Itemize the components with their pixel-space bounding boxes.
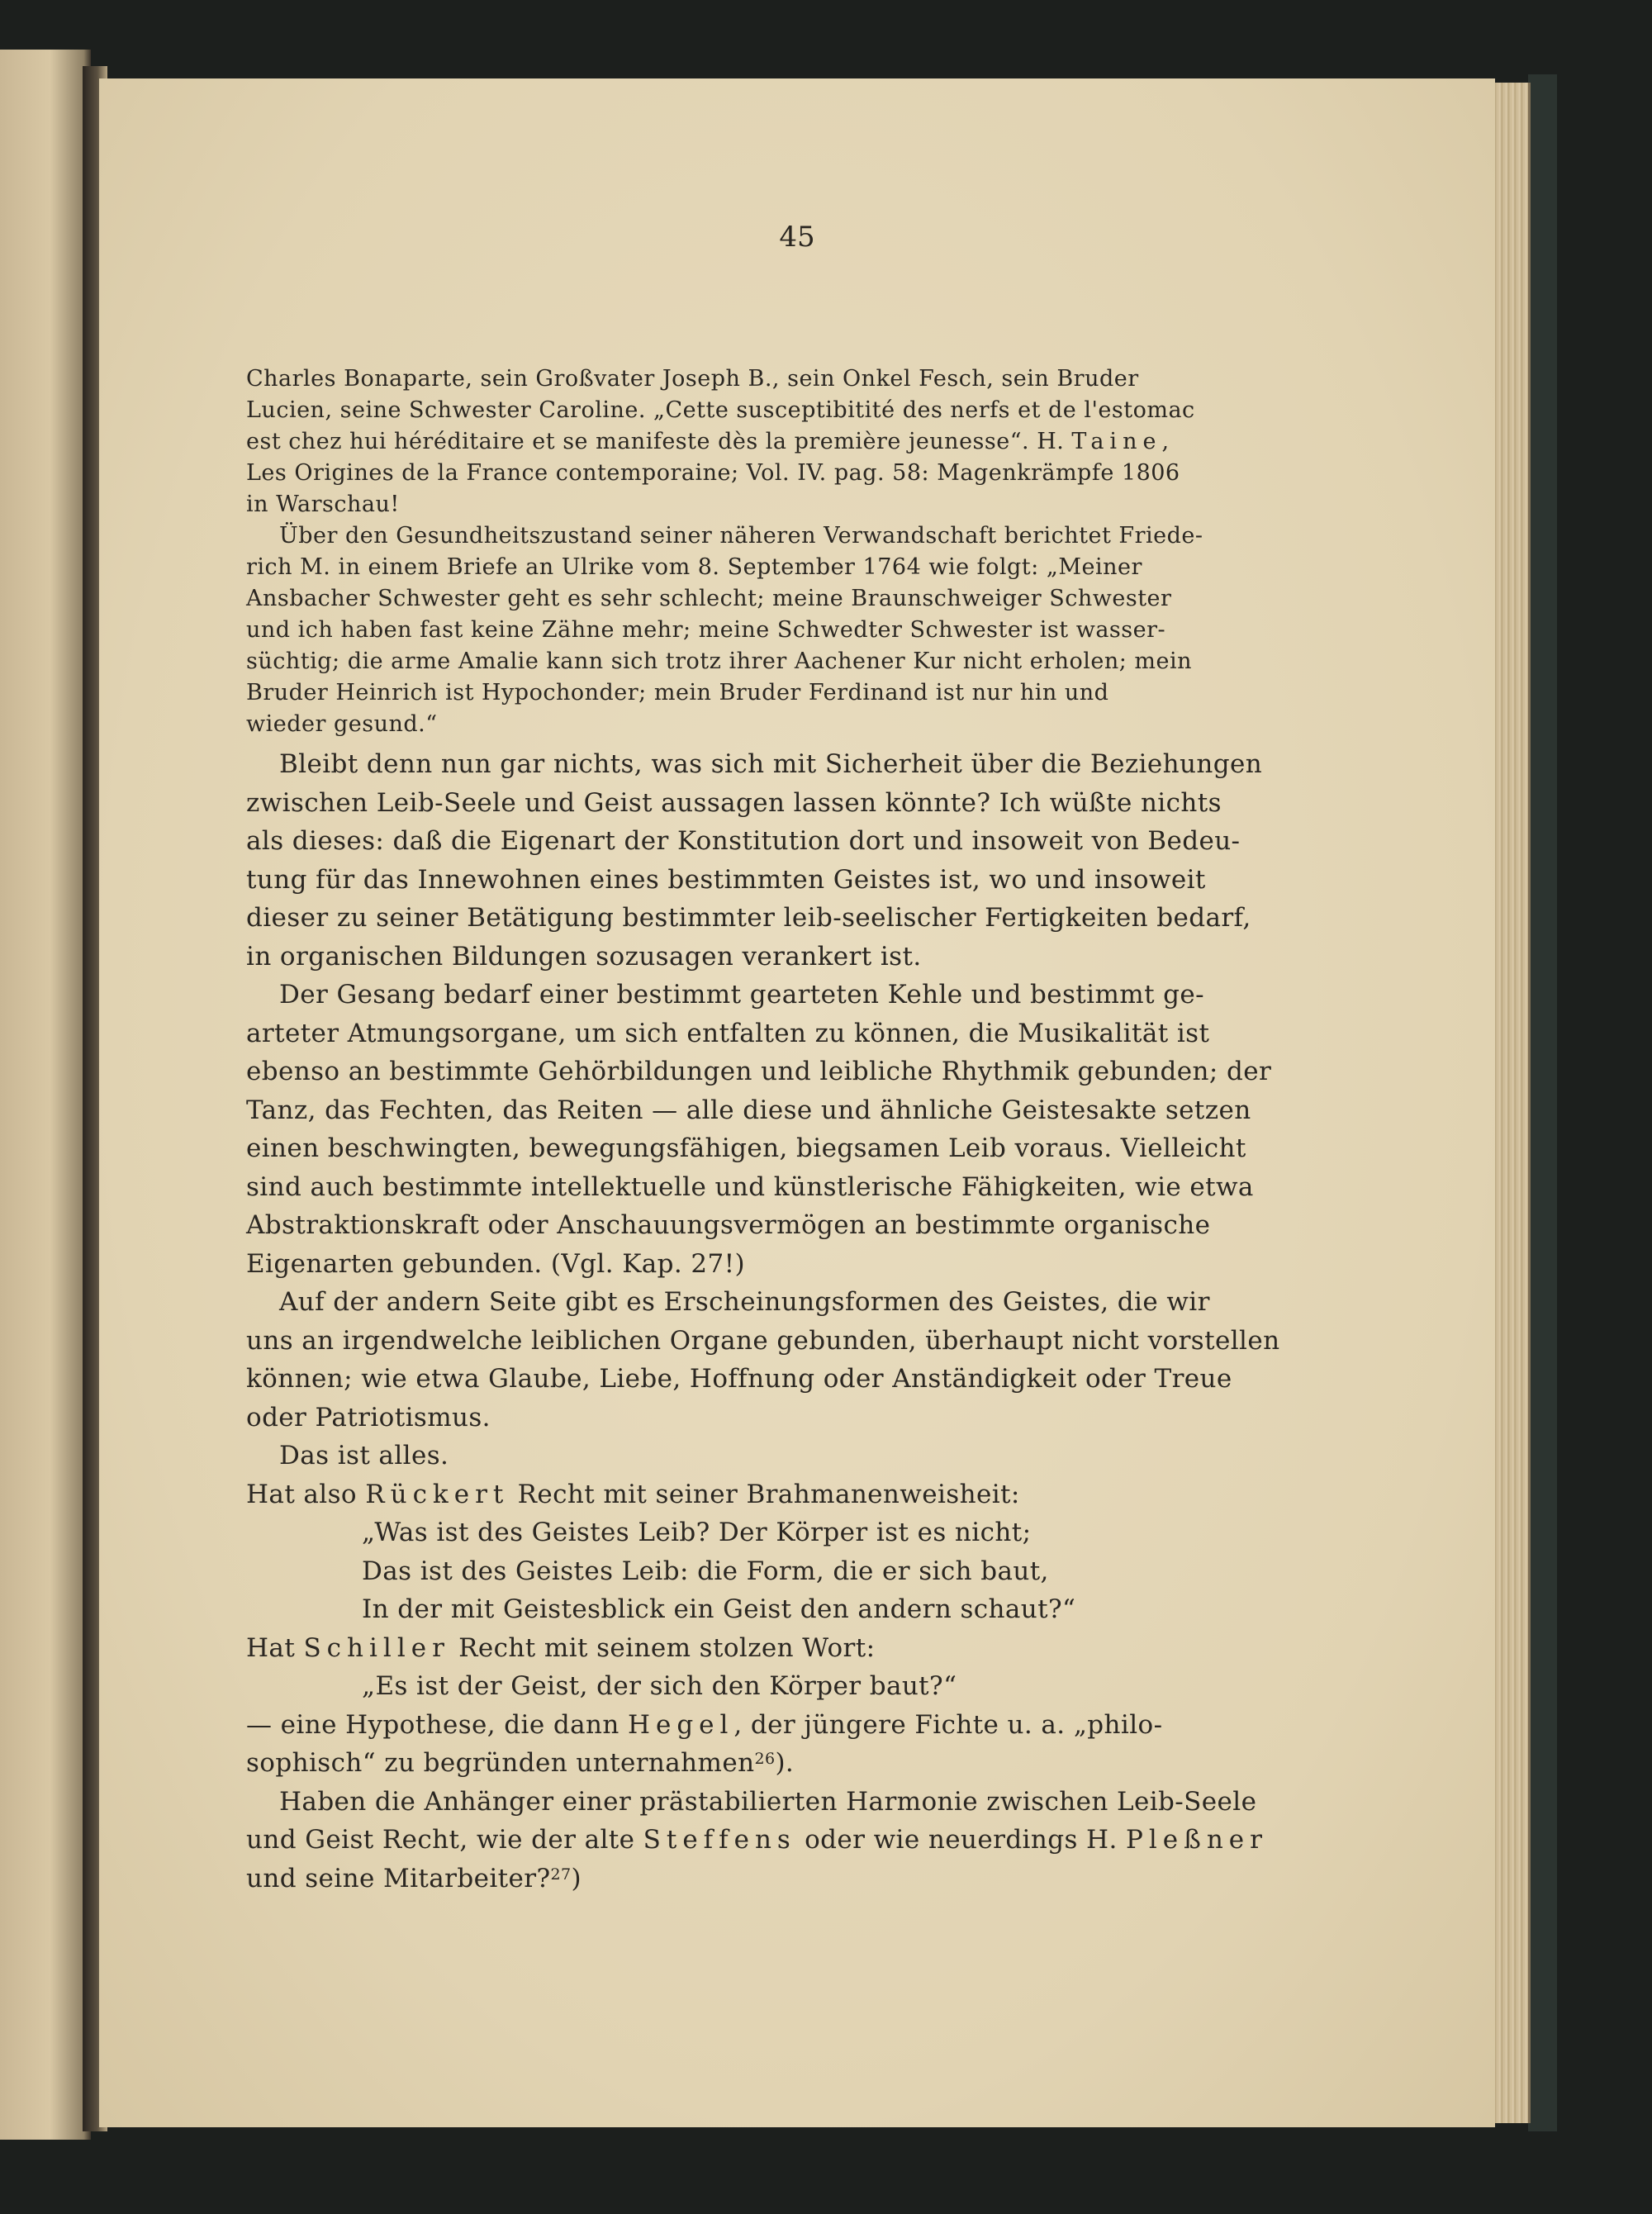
text-line: ebenso an bestimmte Gehörbildungen und leibliche Rhythmik gebunden; der xyxy=(246,1057,1272,1086)
verse-line: Das ist des Geistes Leib: die Form, die er sich baut, xyxy=(362,1556,1049,1586)
text-line: und Geist Recht, wie der alte Steffens oder wie neuerdings H. Pleßner xyxy=(246,1825,1268,1855)
text-line: tung für das Innewohnen eines bestimmten Geistes ist, wo und insoweit xyxy=(246,864,1206,895)
book-cover-edge xyxy=(1528,74,1557,2131)
text-line: Hat Schiller Recht mit seinem stolzen Wort: xyxy=(246,1632,876,1663)
text-line: Lucien, seine Schwester Caroline. „Cette susceptibitité des nerfs et de l'estomac xyxy=(246,397,1195,423)
author-name: Steffens xyxy=(643,1825,796,1855)
book-page xyxy=(99,78,1495,2127)
body-paragraph xyxy=(246,745,1320,976)
body-paragraph xyxy=(246,1629,1320,1783)
text-line: können; wie etwa Glaube, Liebe, Hoffnung oder Anständigkeit oder Treue xyxy=(246,1364,1232,1394)
text-line: Das ist alles. xyxy=(279,1441,449,1470)
text-line: rich M. in einem Briefe an Ulrike vom 8. September 1764 wie folgt: „Meiner xyxy=(246,554,1142,580)
body-paragraph xyxy=(246,1283,1320,1437)
text-line: sophisch“ zu begründen unternahmen$^{26}$). xyxy=(246,1748,795,1778)
text-line: uns an irgendwelche leiblichen Organe gebunden, überhaupt nicht vorstellen xyxy=(246,1325,1280,1356)
note-paragraph xyxy=(246,363,1320,520)
text-line: als dieses: daß die Eigenart der Konstitution dort und insoweit von Bedeu- xyxy=(246,826,1241,856)
text-line: Auf der andern Seite gibt es Erscheinungsformen des Geistes, die wir xyxy=(279,1287,1210,1317)
text-line: Les Origines de la France contemporaine; Vol. IV. pag. 58: Magenkrämpfe 1806 xyxy=(246,460,1180,486)
text-line: dieser zu seiner Betätigung bestimmter leib-seelischer Fertigkeiten bedarf, xyxy=(246,903,1251,933)
author-name: Schiller xyxy=(303,1632,450,1663)
text-line: Tanz, das Fechten, das Reiten — alle diese und ähnliche Geistesakte setzen xyxy=(246,1095,1251,1125)
text-line: Eigenarten gebunden. (Vgl. Kap. 27!) xyxy=(246,1248,745,1279)
text-line: — eine Hypothese, die dann Hegel, der jüngere Fichte u. a. „philo- xyxy=(246,1709,1163,1740)
verse-line: In der mit Geistesblick ein Geist den andern schaut?“ xyxy=(362,1594,1076,1624)
body-paragraph xyxy=(246,1475,1320,1629)
text-line: oder Patriotismus. xyxy=(246,1402,491,1432)
text-line: Bruder Heinrich ist Hypochonder; mein Bruder Ferdinand ist nur hin und xyxy=(246,680,1109,706)
text-line: süchtig; die arme Amalie kann sich trotz ihrer Aachener Kur nicht erholen; mein xyxy=(246,649,1193,674)
text-line: sind auch bestimmte intellektuelle und künstlerische Fähigkeiten, wie etwa xyxy=(246,1171,1254,1202)
author-name: Rückert xyxy=(365,1479,510,1509)
author-name: Taine xyxy=(1071,429,1162,454)
body-paragraph xyxy=(246,976,1320,1283)
text-line: Der Gesang bedarf einer bestimmt gearteten Kehle und bestimmt ge- xyxy=(279,980,1205,1010)
note-paragraph xyxy=(246,520,1320,740)
body-paragraph xyxy=(246,1437,1320,1475)
page-stack-edge xyxy=(1491,83,1531,2123)
footnote-ref: 27 xyxy=(550,1865,572,1884)
text-line: und ich haben fast keine Zähne mehr; meine Schwedter Schwester ist wasser- xyxy=(246,617,1166,643)
text-line: und seine Mitarbeiter?$^{27}$) xyxy=(246,1863,582,1893)
note-block xyxy=(246,363,1320,740)
text-line: Haben die Anhänger einer prästabilierten Harmonie zwischen Leib-Seele xyxy=(279,1786,1257,1817)
text-line: est chez hui héréditaire et se manifeste dès la première jeunesse“. H. Taine, xyxy=(246,429,1170,454)
left-page-edge xyxy=(0,50,91,2140)
text-line: Hat also Rückert Recht mit seiner Brahmanenweisheit: xyxy=(246,1479,1020,1509)
text-line: Bleibt denn nun gar nichts, was sich mit Sicherheit über die Beziehungen xyxy=(279,749,1263,779)
author-name: Hegel xyxy=(627,1709,734,1740)
text-line: Charles Bonaparte, sein Großvater Joseph B., sein Onkel Fesch, sein Bruder xyxy=(246,366,1139,392)
body-text xyxy=(246,745,1320,1898)
text-line: wieder gesund.“ xyxy=(246,711,438,737)
text-line: zwischen Leib-Seele und Geist aussagen lassen könnte? Ich wüßte nichts xyxy=(246,787,1222,818)
page-number: 45 xyxy=(779,221,815,254)
text-block xyxy=(246,363,1320,1898)
verse-line: „Es ist der Geist, der sich den Körper baut?“ xyxy=(362,1671,957,1701)
author-name: Pleßner xyxy=(1126,1825,1268,1855)
text-line: Ansbacher Schwester geht es sehr schlecht; meine Braunschweiger Schwester xyxy=(246,586,1172,611)
footnote-ref: 26 xyxy=(754,1750,776,1768)
text-line: in organischen Bildungen sozusagen verankert ist. xyxy=(246,941,922,972)
text-line: in Warschau! xyxy=(246,492,400,517)
verse-line: „Was ist des Geistes Leib? Der Körper ist es nicht; xyxy=(362,1518,1032,1547)
text-line: Abstraktionskraft oder Anschauungsvermögen an bestimmte organische xyxy=(246,1210,1211,1240)
text-line: arteter Atmungsorgane, um sich entfalten zu können, die Musikalität ist xyxy=(246,1018,1210,1048)
text-line: einen beschwingten, bewegungsfähigen, biegsamen Leib voraus. Vielleicht xyxy=(246,1133,1246,1163)
body-paragraph xyxy=(246,1783,1320,1898)
text-line: Über den Gesundheitszustand seiner näheren Verwandschaft berichtet Friede- xyxy=(279,523,1203,549)
